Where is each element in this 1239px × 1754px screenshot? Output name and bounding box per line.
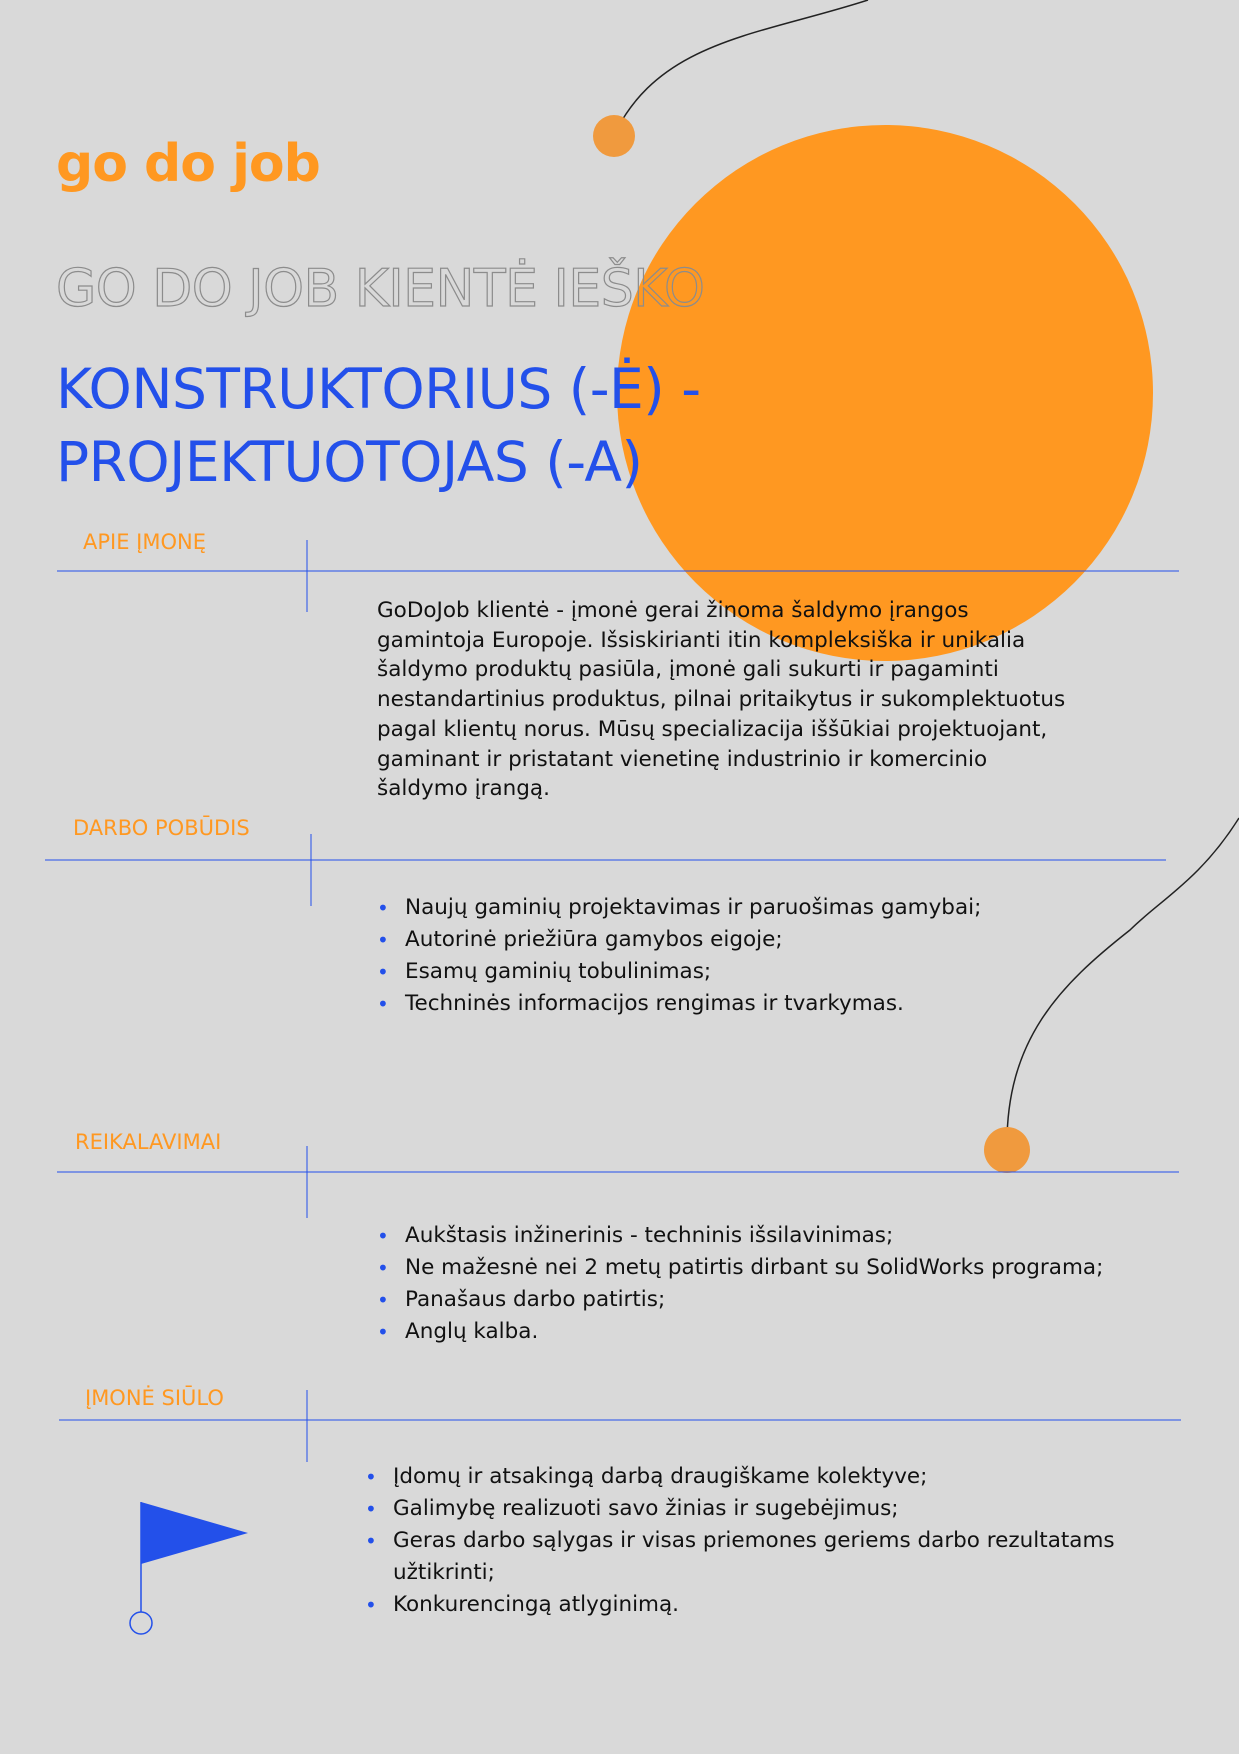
small-orange-dot-right (984, 1127, 1030, 1173)
list-item: • Konkurencingą atlyginimą. (365, 1589, 1145, 1621)
logo: go do job (56, 134, 320, 194)
section-label-requirements: REIKALAVIMAI (75, 1130, 222, 1154)
small-orange-dot-top (593, 115, 635, 157)
offers-list (365, 1461, 1145, 1621)
list-item: • Aukštasis inžinerinis - techninis išsilavinimas; (377, 1220, 1103, 1252)
list-item: • Techninės informacijos rengimas ir tvarkymas. (377, 988, 981, 1020)
about-text: GoDoJob klientė - įmonė gerai žinoma šaldymo įrangos gamintoja Europoje. Išsiskirianti itin kompleksiška ir unikalia šaldymo produktų pasiūla, įmonė gali sukurti ir pagaminti nestandartinius produktus, pilnai pritaikytus ir sukomplektuotus pagal klientų norus. Mūsų specializacija iššūkiai projektuojant, gaminant ir pristatant vienetinę industrinio ir komercinio šaldymo įrangą. (377, 598, 1066, 802)
section-label-work: DARBO POBŪDIS (73, 816, 250, 840)
list-item: • Ne mažesnė nei 2 metų patirtis dirbant su SolidWorks programa; (377, 1252, 1103, 1284)
list-item: • Autorinė priežiūra gamybos eigoje; (377, 924, 981, 956)
list-item: • Panašaus darbo patirtis; (377, 1284, 1103, 1316)
page-subtitle: GO DO JOB KIENTĖ IEŠKO (56, 259, 705, 319)
title-line-2: PROJEKTUOTOJAS (-A) (56, 430, 643, 494)
list-item: • Įdomų ir atsakingą darbą draugiškame kolektyve; (365, 1461, 1145, 1493)
section-label-about: APIE ĮMONĘ (83, 530, 206, 554)
requirements-list (377, 1220, 1103, 1348)
work-list (377, 892, 981, 1020)
section-label-offers: ĮMONĖ SIŪLO (85, 1386, 224, 1410)
list-item: • Galimybę realizuoti savo žinias ir sugebėjimus; (365, 1493, 1145, 1525)
list-item: • Naujų gaminių projektavimas ir paruošimas gamybai; (377, 892, 981, 924)
title-line-1: KONSTRUKTORIUS (-Ė) - (56, 357, 701, 421)
flag-icon (130, 1502, 248, 1634)
page-title (56, 353, 701, 499)
list-item: • Esamų gaminių tobulinimas; (377, 956, 981, 988)
curve-line-right (1007, 818, 1239, 1150)
list-item: • Anglų kalba. (377, 1316, 1103, 1348)
curve-line-top (614, 0, 868, 135)
list-item: • Geras darbo sąlygas ir visas priemones geriems darbo rezultatams užtikrinti; (365, 1525, 1145, 1589)
